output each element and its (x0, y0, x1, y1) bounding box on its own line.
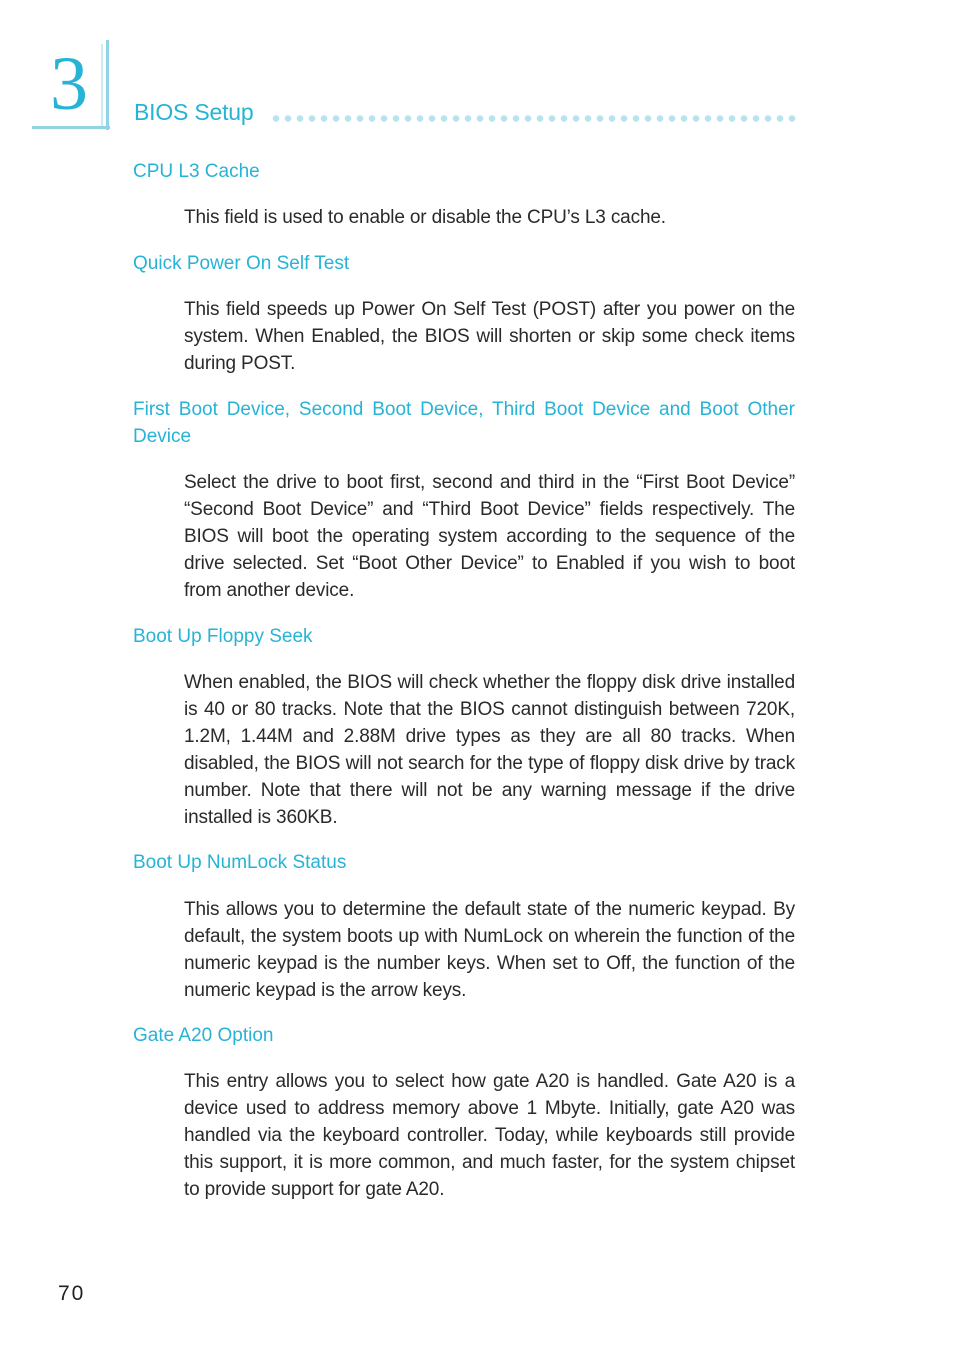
chapter-marker (32, 38, 112, 132)
heading-gate-a20: Gate A20 Option (133, 1025, 274, 1046)
heading-cpu-l3-cache: CPU L3 Cache (133, 161, 260, 182)
heading-boot-devices: First Boot Device, Second Boot Device, Third Boot Device and Boot Other Device (133, 399, 795, 447)
body-gate-a20: This entry allows you to select how gate A20 is handled. Gate A20 is a device used to address memory above 1 Mbyte. Initially, gate A20 was handled via the keyboard controller. Today, while keyboards still provide this support, it is more common, and much faster, for the system chipset to provide support for gate A20. (184, 1071, 795, 1200)
body-cpu-l3-cache: This field is used to enable or disable the CPU’s L3 cache. (184, 207, 666, 228)
body-numlock: This allows you to determine the default state of the numeric keypad. By default, the system boots up with NumLock on wherein the function of the numeric keypad is the number keys. When set to Off, the function of the numeric keypad is the arrow keys. (184, 899, 795, 1001)
body-floppy-seek: When enabled, the BIOS will check whether the floppy disk drive installed is 40 or 80 tracks. Note that the BIOS cannot distinguish between 720K, 1.2M, 1.44M and 2.88M drive types as they are all 80 tracks. When disabled, the BIOS will not search for the type of floppy disk drive by track number. Note that there will not be any warning message if the drive installed is 360KB. (184, 672, 795, 828)
heading-quick-post: Quick Power On Self Test (133, 253, 350, 274)
heading-floppy-seek: Boot Up Floppy Seek (133, 626, 313, 647)
page-number: 70 (58, 1282, 86, 1305)
dotted-rule (270, 114, 800, 123)
chapter-number: 3 (50, 42, 88, 126)
body-boot-devices: Select the drive to boot first, second and third in the “First Boot Device” “Second Boot Device” and “Third Boot Device” fields respectively. The BIOS will boot the operating system according to the sequence of the drive selected. Set “Boot Other Device” to Enabled if you wish to boot from another device. (184, 472, 795, 601)
section-title: BIOS Setup (134, 99, 254, 125)
heading-numlock: Boot Up NumLock Status (133, 852, 347, 873)
body-quick-post: This field speeds up Power On Self Test (POST) after you power on the system. When Enabled, the BIOS will shorten or skip some check items during POST. (184, 299, 795, 374)
